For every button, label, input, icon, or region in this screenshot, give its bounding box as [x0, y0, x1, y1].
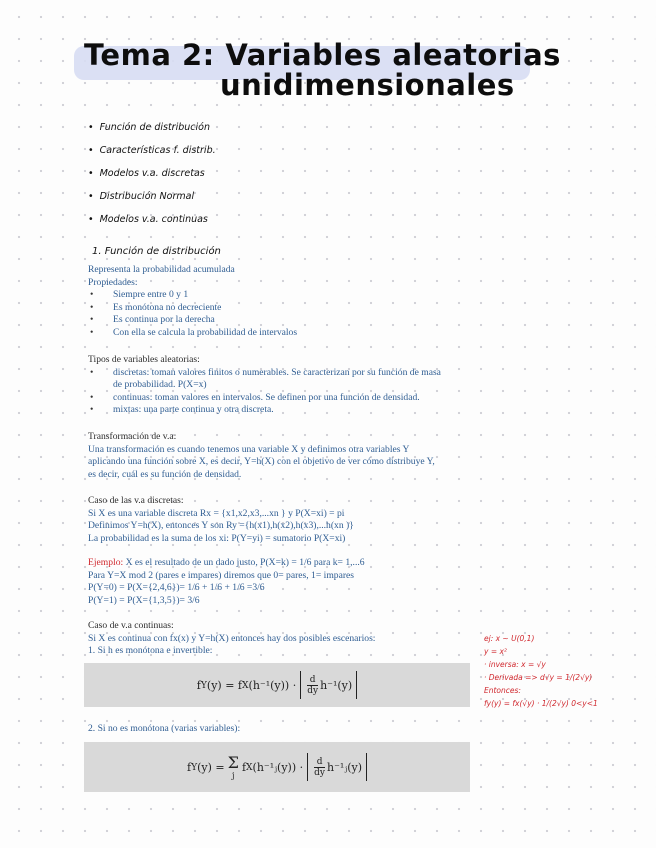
discrete-heading: Caso de las v.a discretas: — [88, 495, 184, 506]
props-list — [88, 289, 297, 339]
page-title — [84, 40, 561, 100]
list-item: • Características f. distrib. — [88, 143, 216, 166]
list-item: • Modelos v.a. continuas — [88, 212, 216, 235]
example-line: Para Y=X mod 2 (pares e impares) diremos que 0= pares, 1= impares — [88, 569, 355, 581]
example-block — [88, 557, 365, 607]
continuous-block — [88, 620, 375, 658]
title-line-2: unidimensionales — [220, 68, 515, 102]
intro-line: Representa la probabilidad acumulada — [88, 264, 235, 275]
topic-list — [88, 120, 216, 235]
formula-monotone: f Y (y) = f X (h⁻¹(y)) · $\frac{d}{dy}$ h⁻¹(y) — [84, 663, 470, 707]
case-2-label: 2. Si no es monótona (varias variables): — [88, 723, 241, 734]
types-list — [88, 367, 441, 417]
list-item: • Es continua por la derecha — [88, 314, 297, 327]
transform-block — [88, 431, 435, 481]
note-line: Entonces: — [484, 686, 521, 695]
list-item: • Es monótona no decreciente — [88, 302, 297, 315]
note-line: y = x² — [484, 647, 507, 656]
props-label: Propiedades: — [88, 276, 138, 288]
list-item: • discretas: toman valores finitos o numerables. Se caracterizan por su función de masa de probabilidad. P(X=x) — [88, 367, 441, 392]
list-item: • Con ella se calcula la probabilidad de intervalos — [88, 327, 297, 340]
example-line: P(Y=0) = P(X={2,4,6})= 1/6 + 1/6 + 1/6 =3/6 — [88, 582, 265, 593]
types-block — [88, 354, 441, 417]
types-heading: Tipos de variables aleatorias: — [88, 354, 200, 365]
intro-block — [88, 264, 297, 339]
note-line: · Derivada => d√y = 1/(2√y) — [484, 673, 593, 682]
list-item: • Distribución Normal — [88, 189, 216, 212]
example-line: Ejemplo: X es el resultado de un dado justo, P(X=k) = 1/6 para k= 1,...6 — [88, 557, 365, 568]
list-item: • mixtas: una parte continua y otra discreta. — [88, 404, 441, 417]
continuous-line: Si X es continua con fx(x) y Y=h(X) entonces hay dos posibles escenarios: — [88, 632, 376, 644]
discrete-line: La probabilidad es la suma de los xi: P(Y=yi) = sumatorio P(X=xi) — [88, 532, 346, 544]
transform-line: Una transformación es cuando tenemos una variable X y definimos otra variables Y — [88, 443, 410, 455]
example-label: Ejemplo: — [88, 557, 124, 568]
transform-line: aplicando una función sobre X, es decir, Y=h(X) con el objetivo de ver cómo distribuye Y, — [88, 456, 435, 467]
discrete-line: Definimos Y=h(X), entonces Y son Ry ={h(x1),h(x2),h(x3),...h(xn )} — [88, 520, 354, 531]
list-item: • Función de distribución — [88, 120, 216, 143]
transform-line: es decir, cuál es su función de densidad. — [88, 468, 242, 480]
note-line: · inversa: x = √y — [484, 660, 546, 669]
handwritten-example-notes — [484, 632, 654, 710]
list-item: • continuas: toman valores en intervalos. Se definen por una función de densidad. — [88, 392, 441, 405]
list-item: • Modelos v.a. discretas — [88, 166, 216, 189]
example-line: P(Y=1) = P(X={1,3,5})= 3/6 — [88, 594, 200, 606]
discrete-block — [88, 495, 354, 545]
note-line: fy(y) = fx(√y) · 1/(2√y) 0<y<1 — [484, 699, 598, 708]
note-line: ej: x ~ U(0,1) — [484, 634, 535, 643]
case-1-label: 1. Si h es monótona e invertible: — [88, 645, 213, 656]
list-item: • Siempre entre 0 y 1 — [88, 289, 297, 302]
continuous-heading: Caso de v.a continuas: — [88, 620, 174, 631]
discrete-line: Si X es una variable discreta Rx = {x1,x2,x3,...xn } y P(X=xi) = pi — [88, 507, 345, 519]
formula-non-monotone: f Y (y) = Σ j f X (h⁻¹ⱼ(y)) · $\frac{d}{dy}$ h⁻¹ⱼ(y) — [84, 742, 470, 792]
section-heading: 1. Función de distribución — [92, 246, 221, 257]
title-line-1: Tema 2: Variables aleatorias — [84, 38, 561, 72]
transform-heading: Transformación de v.a: — [88, 431, 177, 442]
